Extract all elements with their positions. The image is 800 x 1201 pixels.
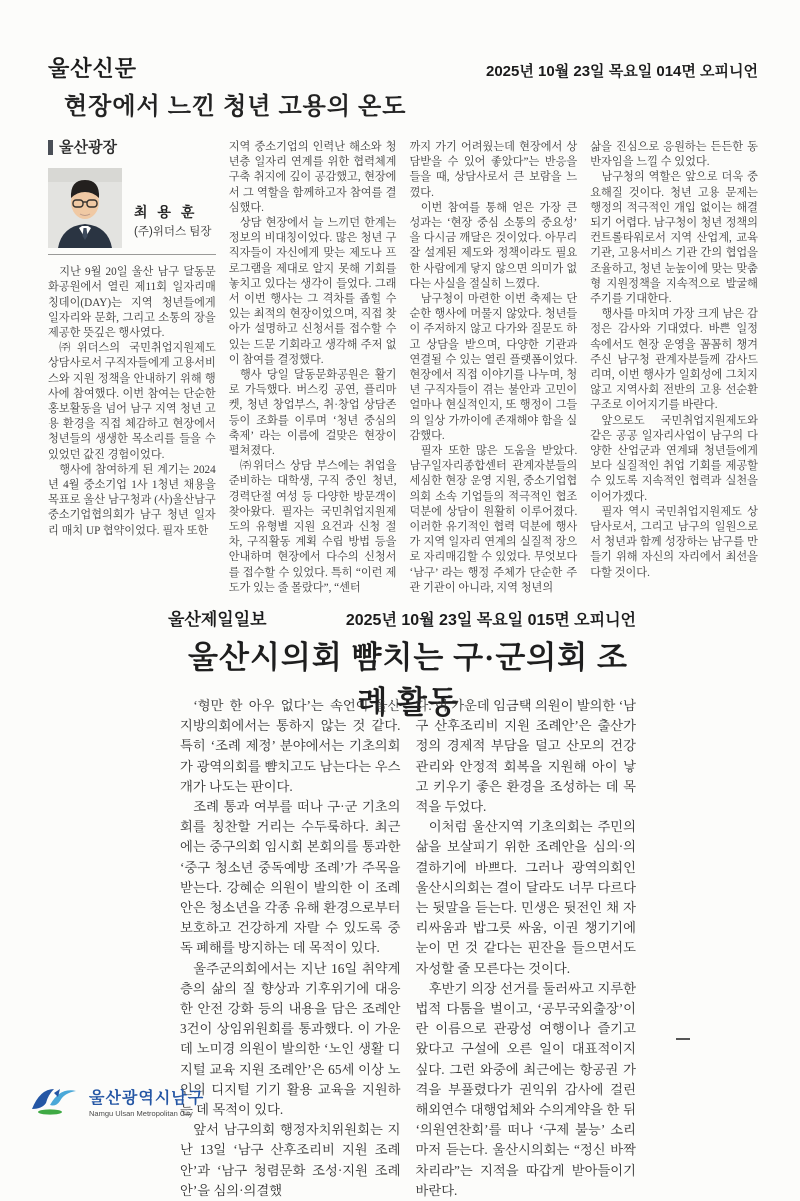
paragraph: 지역 중소기업의 인력난 해소와 청년층 일자리 연계를 위한 협력체계 구축 취지에 깊이 공감했고, 현장에서 그 역할을 함께하고자 참여를 결심했다. [228,141,397,214]
paragraph: 지난 9월 20일 울산 남구 달동문화공원에서 열린 제11회 일자리매칭데이(DAY)는 지역 청년들에게 일자리와 문화, 그리고 소통의 장을 제공한 뜻깊은 행사였다. [48,266,216,340]
paragraph: 행사에 참여하게 된 계기는 2024년 4월 중소기업 1사 1청년 채용을 목표로 울산 남구청과 (사)울산남구중소기업협의회가 남구 청년 일자리 매치 UP 협약이었다. 필자 또한 [48,463,216,537]
paragraph: 까지 가기 어려웠는데 현장에서 상담받을 수 있어 좋았다”는 반응을 들을 때, 상담사로서 큰 보람을 느꼈다. [409,141,578,199]
paragraph: 삶을 진심으로 응원하는 든든한 동반자임을 느낄 수 있었다. [590,141,758,169]
article1-header [48,52,758,83]
article1-column-3 [409,140,578,594]
paragraph: 앞서 남구의회 행정자치위원회는 지난 13일 ‘남구 산후조리비 지원 조례안’과 ‘남구 청렴문화 조성·지원 조례안’을 심의·의결했 [180,1122,401,1198]
article1-masthead: 울산신문 [48,56,138,81]
byline-divider [48,254,216,255]
byline [48,168,216,248]
author-photo [48,168,122,248]
column-label-text: 울산광장 [59,139,117,156]
article2-column-1 [180,696,401,1201]
paragraph: 다. 이 가운데 임금택 의원이 발의한 ‘남구 산후조리비 지원 조례안’은 출산가정의 경제적 부담을 덜고 산모의 건강관리와 안정적 회복을 지원해 아이 낳고 키우기 좋은 환경을 조성하는 데 목적을 두었다. [415,698,636,815]
namgu-logo-texts [89,1085,204,1118]
label-bar-icon [48,140,53,155]
article1-column-1-text [48,265,216,539]
article1-body [48,139,758,594]
paragraph: ㈜위더스 상담 부스에는 취업을 준비하는 대학생, 구직 중인 청년, 경력단절 여성 등 다양한 방문객이 찾아왔다. 필자는 국민취업지원제도의 유형별 지원 요건과 신청 절차, 구직활동 계획 수립 방법 등을 안내하며 현장에서 다수의 신청서를 접수할 수 있었다. 특히 “이런 제도가 있는 줄 몰랐다”, “센터 [228,460,397,594]
paragraph: 남구청이 마련한 이번 축제는 단순한 행사에 머물지 않았다. 청년들이 주저하지 않고 다가와 질문도 하고 상담을 받으며, 다양한 기관과 연결될 수 있는 열린 플랫폼이었다. 현장에서 직접 이야기를 나누며, 청년 구직자들이 겪는 불안과 고민이 얼마나 현실적인지, 또 행정이 그들의 일상 가까이에 존재해야 함을 실감했다. [409,293,578,442]
paragraph: 남구청의 역할은 앞으로 더욱 중요해질 것이다. 청년 고용 문제는 행정의 적극적인 개입 없이는 해결되기 어렵다. 남구청이 청년 정책의 컨트롤타워로서 지역 산업계, 교육기관, 고용서비스 기관 간의 협업을 조율하고, 청년 눈높이에 맞는 맞춤형 지원정책을 지속적으로 발굴해 주기를 기대한다. [590,171,758,306]
paragraph: 행사 당일 달동문화공원은 활기로 가득했다. 버스킹 공연, 플리마켓, 청년 창업부스, 취·창업 상담존 등이 조화를 이루며 ‘청년 중심의 축제’ 라는 이름에 걸맞은 현장이 펼쳐졌다. [228,369,397,458]
namgu-logo-icon [30,1087,82,1117]
byline-texts [134,205,212,248]
article2-dateline: 2025년 10월 23일 목요일 015면 오피니언 [345,612,636,629]
paragraph: 이처럼 울산지역 기초의회는 주민의 삶을 보살피기 위한 조례안을 심의·의결하기에 바쁘다. 그러나 광역의회인 울산시의회는 결이 달라도 너무 다르다는 뒷말을 듣는다. 민생은 뒷전인 채 자리싸움과 밥그릇 싸움, 이권 챙기기에 눈이 먼 것 같다는 핀잔을 들으면서도 자성할 줄 모른다는 것이다. [415,819,636,976]
paragraph: ‘형만 한 아우 없다’는 속언이 울산 지방의회에서는 통하지 않는 것 같다. 특히 ‘조례 제정’ 분야에서는 기초의회가 광역의회를 뺨치고도 남는다는 우스개가 나도는 판이다. [180,698,401,794]
paragraph: 필자 또한 많은 도움을 받았다. 남구일자리종합센터 관계자분들의 세심한 현장 운영 지원, 중소기업협의회 소속 기업들의 적극적인 협조 덕분에 상담이 원활히 이루어졌다. 이러한 유기적인 협력 덕분에 행사가 지역 일자리 연계의 실질적 장으로 자리매김할 수 있었다. 무엇보다 ‘남구’ 라는 행정 주체가 단순한 주관 기관이 아니라, 지역 청년의 [409,445,578,594]
paragraph: 조례 통과 여부를 떠나 구·군 기초의회를 칭찬할 거리는 수두룩하다. 최근에는 중구의회 임시회 본회의를 통과한 ‘중구 청소년 중독예방 조례’가 주목을 받는다. 강혜순 의원이 발의한 이 조례안은 청소년을 각종 유해 환경으로부터 보호하고 건강하게 자랄 수 있도록 중독 폐해를 방지하는 데 목적이 있다. [180,799,401,956]
article1-dateline: 2025년 10월 23일 목요일 014면 오피니언 [486,63,758,80]
paragraph: 앞으로도 국민취업지원제도와 같은 공공 일자리사업이 남구의 다양한 산업군과 연계돼 청년들에게 보다 실질적인 취업 기회를 제공할 수 있도록 지속적인 협력과 실천을 이어가겠다. [590,414,758,503]
article2-body [180,696,636,1201]
article-end-mark [676,1038,690,1040]
article1-column-1 [48,140,216,540]
column-label [48,140,216,155]
namgu-logo-korean: 울산광역시남구 [89,1090,205,1107]
article2-column-2 [416,696,637,1201]
namgu-logo-english: Namgu Ulsan Metropolitan City [89,1109,193,1118]
paragraph: ㈜위더스의 국민취업지원제도 상담사로서 구직자들에게 고용서비스와 지원 정책을 안내하기 위해 행사에 참여했다. 이번 참여는 단순한 홍보활동을 넘어 남구 지역 청년 고용 환경을 직접 체감하고 현장에서 청년들의 생생한 목소리를 들을 수 있었던 값진 경험이었다. [48,342,216,461]
paragraph: 상담 현장에서 늘 느끼던 한계는 정보의 비대칭이었다. 많은 청년 구직자들이 자신에게 맞는 제도나 프로그램을 제대로 알지 못해 기회를 놓치고 있다는 생각이 들었다. 그래서 이번 행사는 그 격차를 좁힐 수 있는 최적의 현장이었으며, 직접 찾아가 설명하고 신청서를 접수할 수 있는 드문 기회라고 생각해 주저 없이 참여를 결정했다. [228,217,397,366]
paragraph: 울주군의회에서는 지난 16일 취약계층의 삶의 질 향상과 기후위기에 대응한 안전 강화 등의 내용을 담은 조례안 3건이 상임위원회를 통과했다. 이 가운데 노미경 의원이 발의한 ‘노인 생활 디지털 교육 지원 조례안’은 65세 이상 노인의 디지털 기기 활용 교육을 지원하는 데 목적이 있다. [180,960,401,1118]
article2-headline: 울산시의회 뺨치는 구·군의회 조례 활동 [188,640,628,720]
article1-headline: 현장에서 느낀 청년 고용의 온도 [64,94,407,120]
article1-column-2 [228,140,397,594]
paragraph: 필자 역시 국민취업지원제도 상담사로서, 그리고 남구의 일원으로서 청년과 함께 성장하는 남구를 만들기 위해 자신의 자리에서 최선을 다할 것이다. [590,505,758,579]
author-name: 최 용 훈 [134,203,198,220]
namgu-logo [30,1085,204,1118]
paragraph: 이번 참여를 통해 얻은 가장 큰 성과는 ‘현장 중심 소통의 중요성’ 을 다시금 깨달은 것이었다. 아무리 잘 설계된 제도와 정책이라도 필요한 사람에게 닿지 않으면 의미가 없다는 사실을 절실히 느꼈다. [409,201,578,290]
article1-column-4 [590,140,758,579]
article2-masthead: 울산제일일보 [168,610,267,629]
paragraph: 후반기 의장 선거를 둘러싸고 지루한 법적 다툼을 벌이고, ‘공무국외출장’이란 이름으로 관광성 여행이나 즐기고 왔다고 구설에 오른 일이 대표적이지 싶다. 그런 와중에 최근에는 항공권 가격을 부풀렸다가 권익위 감사에 걸린 해외연수 대행업체와 수의계약을 한 뒤 ‘의원연찬회’를 떠나 ‘구제 불능’ 소리마저 듣는다. 울산시의회는 “정신 바짝 차리라”는 지적을 따갑게 받아들이기 바란다. [415,980,636,1198]
author-title: (주)위더스 팀장 [134,226,212,238]
paragraph: 행사를 마치며 가장 크게 남은 감정은 감사와 기대였다. 바쁜 일정 속에서도 현장 운영을 꼼꼼히 챙겨주신 남구청 관계자분들께 감사드리며, 이번 행사가 일회성에 그치지 않고 지역사회 전반의 고용 선순환 구조로 이어지기를 바란다. [590,308,758,412]
article2-header [168,605,636,630]
